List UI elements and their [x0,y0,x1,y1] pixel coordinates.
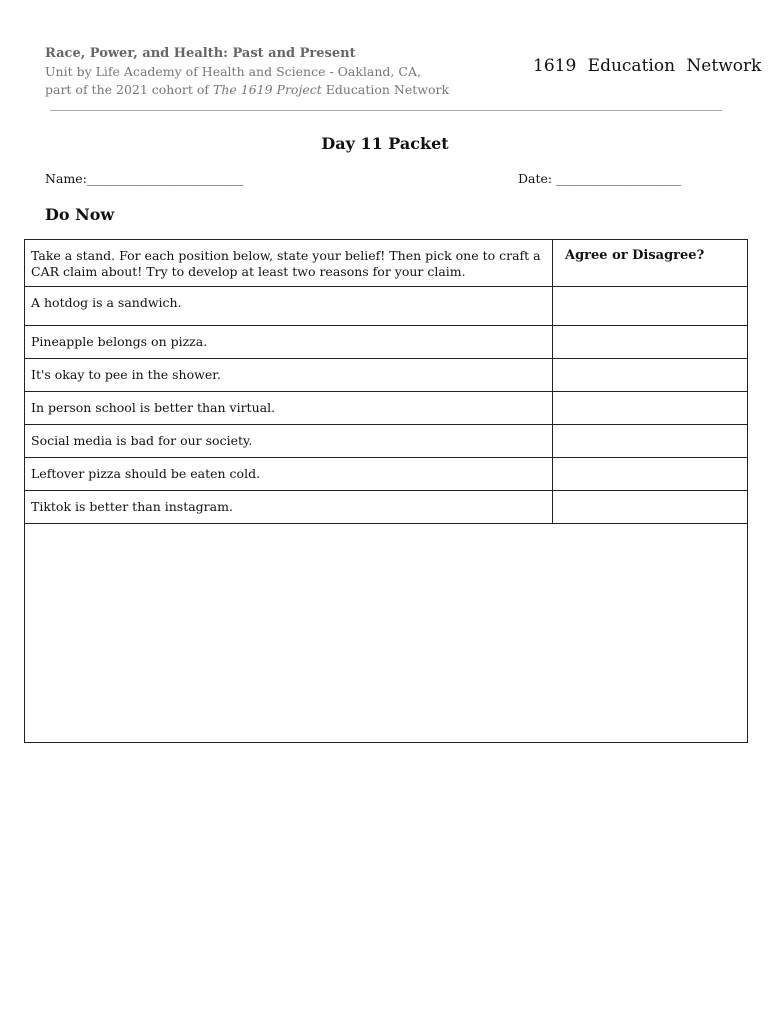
unit-header [45,45,449,99]
statement-cell: Tiktok is better than instagram. [25,491,553,523]
table-row [25,359,747,392]
answer-cell[interactable] [553,392,747,424]
table-row [25,458,747,491]
table-row [25,425,747,458]
table-row [25,392,747,425]
statement-cell: It's okay to pee in the shower. [25,359,553,391]
answer-header-cell: Agree or Disagree? [565,248,705,263]
section-heading: Do Now [45,205,115,224]
name-field[interactable]: Name:_________________________ [45,171,244,186]
unit-title: Race, Power, and Health: Past and Present [45,46,356,61]
date-field[interactable]: Date: ____________________ [518,171,682,186]
table-row [25,287,747,326]
table-row [25,326,747,359]
statement-cell: Leftover pizza should be eaten cold. [25,458,553,490]
writing-area[interactable] [25,524,747,740]
answer-cell[interactable] [553,359,747,391]
answer-cell[interactable] [553,491,747,523]
answer-cell[interactable] [553,287,747,325]
instructions-cell: Take a stand. For each position below, state your belief! Then pick one to craft a CAR claim about! Try to develop at least two reasons for your claim. [25,240,553,286]
statement-cell: A hotdog is a sandwich. [25,287,553,325]
answer-cell[interactable] [553,326,747,358]
table-header-row [25,240,747,287]
packet-title: Day 11 Packet [321,134,449,153]
header-divider [50,110,722,111]
answer-cell[interactable] [553,458,747,490]
unit-line-2 [45,81,449,99]
statement-cell: Pineapple belongs on pizza. [25,326,553,358]
statement-cell: In person school is better than virtual. [25,392,553,424]
answer-cell[interactable] [553,425,747,457]
unit-line-2-prefix: part of the 2021 cohort of [45,82,213,97]
unit-line-2-italic: The 1619 Project [212,82,322,97]
do-now-table [24,239,748,743]
statement-cell: Social media is bad for our society. [25,425,553,457]
unit-line-2-suffix: Education Network [321,82,450,97]
unit-line-1: Unit by Life Academy of Health and Science - Oakland, CA, [45,64,421,79]
table-row [25,491,747,524]
network-logo: 1619 Education Network [533,56,762,76]
